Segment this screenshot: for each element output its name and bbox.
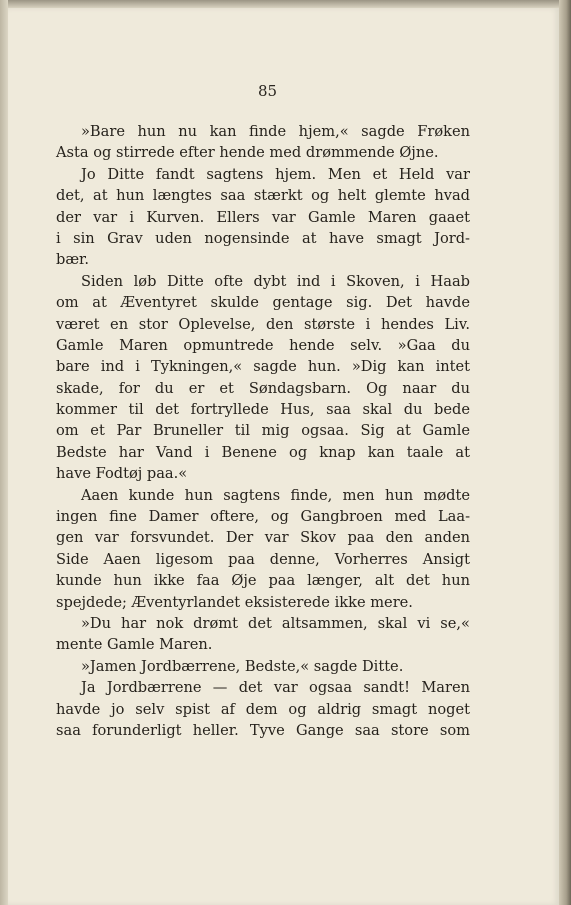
text-line: der var i Kurven. Ellers var Gamle Maren gaaet — [56, 208, 470, 226]
text-line: Bedste har Vand i Benene og knap kan taale at — [56, 443, 470, 461]
text-line: i sin Grav uden nogensinde at have smagt Jord- — [56, 229, 470, 247]
text-line: om at Æventyret skulde gentage sig. Det havde — [56, 294, 470, 312]
body-text — [56, 121, 470, 741]
text-line: havde jo selv spist af dem og aldrig smagt noget — [56, 700, 470, 718]
book-page — [8, 8, 559, 905]
text-line: været en stor Oplevelse, den største i hendes Liv. — [56, 315, 470, 333]
text-line: bare ind i Tykningen,« sagde hun. »Dig kan intet — [56, 358, 470, 376]
text-line: saa forunderligt heller. Tyve Gange saa store som — [56, 721, 470, 739]
text-line: have Fodtøj paa.« — [56, 465, 188, 483]
page-right-edge — [559, 0, 571, 905]
text-line: Ja Jordbærrene — det var ogsaa sandt! Maren — [81, 679, 470, 697]
text-line: ingen fine Damer oftere, og Gangbroen med Laa- — [56, 508, 470, 526]
text-line: mente Gamle Maren. — [56, 636, 213, 654]
page-top-edge — [0, 0, 571, 8]
text-line: kunde hun ikke faa Øje paa længer, alt det hun — [56, 572, 470, 590]
text-line: Aaen kunde hun sagtens finde, men hun mødte — [81, 486, 470, 504]
text-line: gen var forsvundet. Der var Skov paa den anden — [56, 529, 470, 547]
text-line: Asta og stirrede efter hende med drømmende Øjne. — [56, 144, 439, 162]
text-line: »Jamen Jordbærrene, Bedste,« sagde Ditte. — [81, 657, 404, 675]
text-line: Jo Ditte fandt sagtens hjem. Men et Held var — [81, 165, 470, 183]
text-line: kommer til det fortryllede Hus, saa skal du bede — [56, 401, 470, 419]
text-line: spejdede; Æventyrlandet eksisterede ikke mere. — [56, 593, 413, 611]
page-number: 85 — [257, 82, 278, 100]
text-line: det, at hun længtes saa stærkt og helt glemte hvad — [56, 187, 470, 205]
page-left-edge — [0, 0, 8, 905]
text-line: Gamle Maren opmuntrede hende selv. »Gaa du — [56, 336, 470, 354]
text-line: »Bare hun nu kan finde hjem,« sagde Frøken — [81, 123, 470, 140]
text-line: bær. — [56, 251, 90, 269]
text-line: Siden løb Ditte ofte dybt ind i Skoven, i Haab — [81, 272, 470, 290]
text-line: »Du har nok drømt det altsammen, skal vi se,« — [81, 614, 470, 632]
text-line: Side Aaen ligesom paa denne, Vorherres Ansigt — [56, 550, 470, 568]
text-line: om et Par Bruneller til mig ogsaa. Sig at Gamle — [56, 422, 470, 440]
text-line: skade, for du er et Søndagsbarn. Og naar du — [56, 379, 470, 397]
